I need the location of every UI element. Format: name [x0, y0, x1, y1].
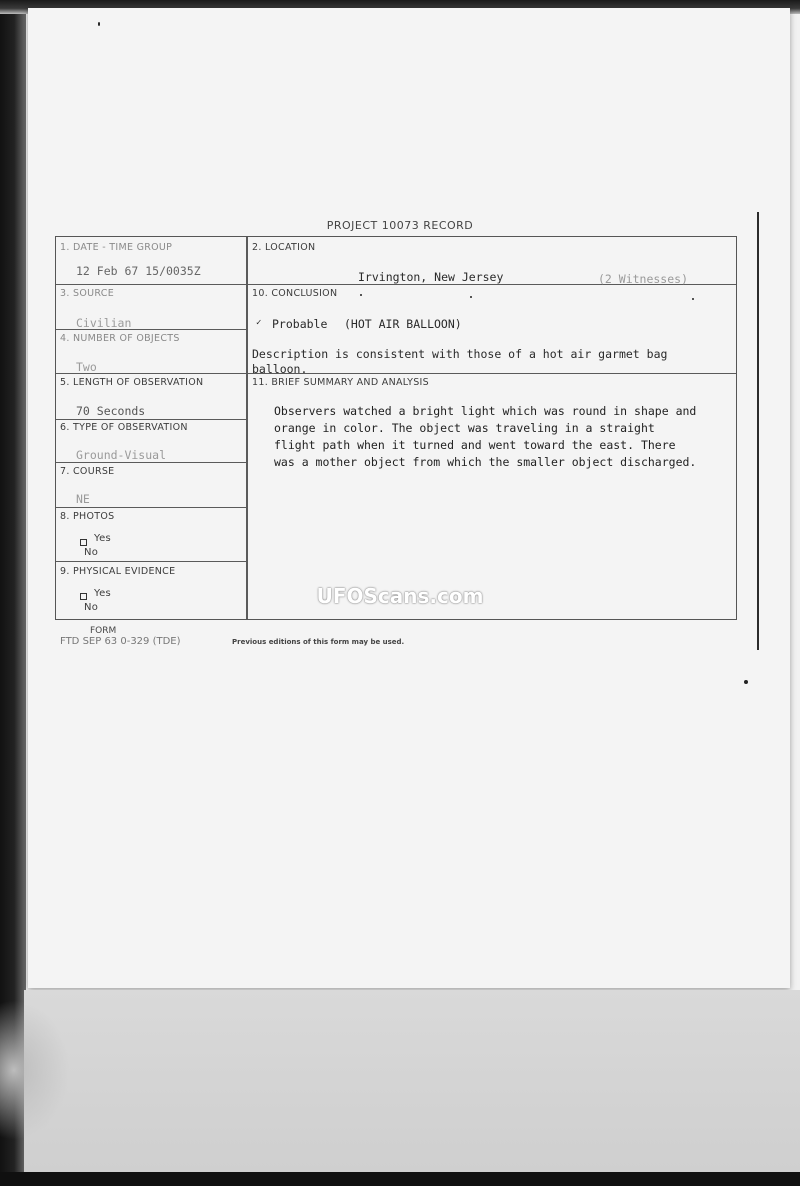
length-of-observation-label: 5. LENGTH OF OBSERVATION	[60, 377, 204, 388]
type-of-observation-label: 6. TYPE OF OBSERVATION	[60, 422, 188, 433]
length-of-observation-value: 70 Seconds	[76, 404, 146, 418]
scan-blotch	[0, 1000, 70, 1140]
date-time-value: 12 Feb 67 15/0035Z	[76, 264, 201, 278]
type-of-observation-value: Ground-Visual	[76, 448, 167, 462]
physical-evidence-label: 9. PHYSICAL EVIDENCE	[60, 566, 176, 577]
conclusion-prefix: Probable	[272, 317, 328, 331]
physical-evidence-no-label: No	[84, 602, 99, 613]
check-mark: ✓	[256, 318, 262, 328]
row-divider	[56, 507, 246, 508]
speck	[98, 22, 100, 26]
number-of-objects-label: 4. NUMBER OF OBJECTS	[60, 333, 180, 344]
scan-bottom-edge	[0, 1172, 800, 1186]
watermark: UFOScans.com	[316, 584, 484, 608]
photos-label: 8. PHOTOS	[60, 511, 115, 522]
summary-line: orange in color. The object was traveling in a straight	[274, 421, 655, 435]
record-title: PROJECT 10073 RECORD	[326, 219, 474, 232]
row-divider	[56, 419, 246, 420]
course-value: NE	[76, 492, 90, 506]
row-divider	[56, 561, 246, 562]
conclusion-label: 10. CONCLUSION	[252, 288, 338, 299]
footer-form-number: FTD SEP 63 0-329 (TDE)	[60, 636, 181, 647]
summary-line: was a mother object from which the smaller object discharged.	[274, 455, 697, 469]
source-value: Civilian	[76, 316, 132, 330]
photos-yes-label: Yes	[94, 533, 112, 544]
source-label: 3. SOURCE	[60, 288, 115, 299]
physical-evidence-yes-label: Yes	[94, 588, 112, 599]
summary-label: 11. BRIEF SUMMARY AND ANALYSIS	[252, 377, 429, 388]
location-note: (2 Witnesses)	[598, 272, 689, 286]
footer-form-label: FORM	[90, 626, 117, 636]
physical-evidence-yes-checkbox[interactable]	[80, 593, 87, 600]
row-divider	[56, 373, 736, 374]
conclusion-description-line1: Description is consistent with those of a hot air garmet bag	[252, 347, 668, 361]
summary-text	[274, 403, 744, 471]
photos-yes-checkbox[interactable]	[80, 539, 87, 546]
photos-no-label: No	[84, 547, 99, 558]
number-of-objects-value: Two	[76, 360, 97, 374]
summary-line: Observers watched a bright light which was round in shape and	[274, 404, 697, 418]
location-label: 2. LOCATION	[252, 242, 316, 253]
speck	[744, 680, 748, 684]
course-label: 7. COURSE	[60, 466, 115, 477]
row-divider	[56, 462, 246, 463]
summary-line: flight path when it turned and went toward the east. There	[274, 438, 676, 452]
scan-lower-area	[24, 990, 800, 1172]
page-right-rule	[757, 212, 759, 650]
conclusion-description-line2: balloon.	[252, 362, 308, 376]
date-time-label: 1. DATE - TIME GROUP	[60, 242, 173, 253]
column-divider	[246, 237, 248, 619]
footer-note: Previous editions of this form may be used.	[232, 638, 405, 646]
conclusion-value: (HOT AIR BALLOON)	[344, 317, 462, 331]
location-value: Irvington, New Jersey	[358, 270, 504, 284]
